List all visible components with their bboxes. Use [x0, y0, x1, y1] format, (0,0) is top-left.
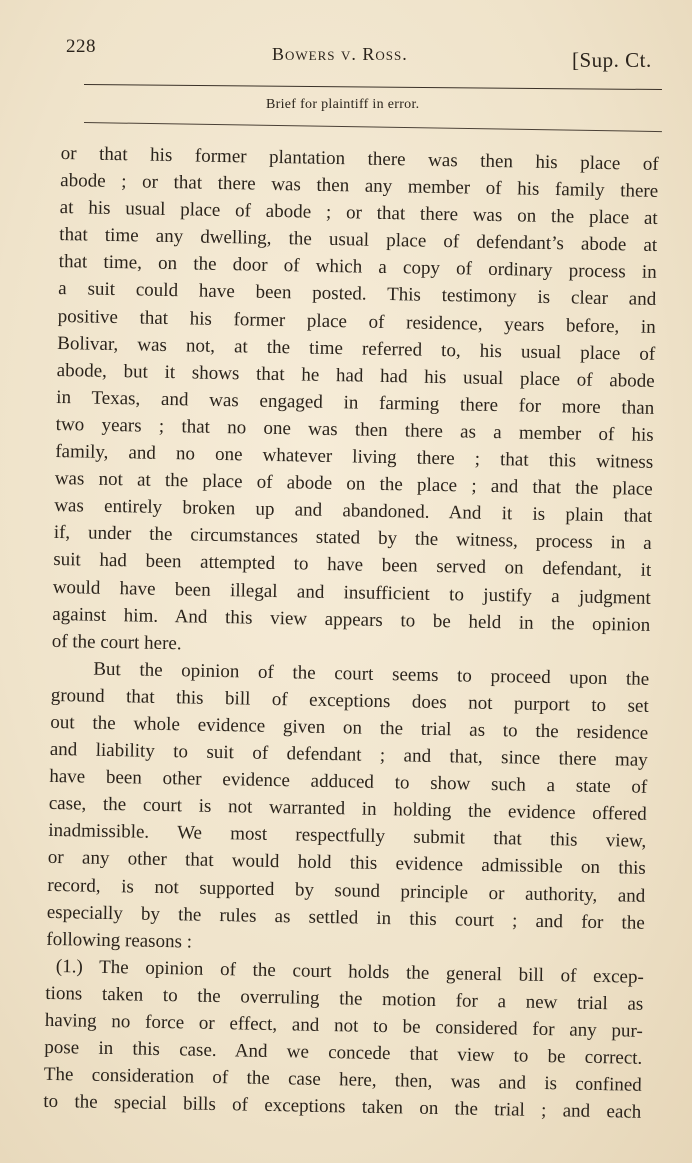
text-line: or that his former plantation there was then his place of — [60, 142, 659, 175]
text-line: or any other that would hold this evidence admissible on this — [47, 847, 646, 880]
text-line: pose in this case. And we concede that view to be correct. — [44, 1036, 643, 1069]
text-line: positive that his former place of residence, years before, in — [57, 305, 656, 338]
text-line: was entirely broken up and abandoned. And it is plain that — [54, 495, 653, 528]
running-header — [64, 34, 664, 74]
text-line: was not at the place of abode on the place ; and that the place — [54, 468, 653, 501]
text-line: inadmissible. We most respectfully submit that this view, — [48, 820, 647, 853]
text-line: suit had been attempted to have been served on defendant, it — [53, 549, 652, 582]
text-line: case, the court is not warranted in holding the evidence offered — [48, 793, 647, 826]
text-line: especially by the rules as settled in this court ; and for the — [46, 901, 645, 934]
text-line: would have been illegal and insufficient to justify a judgment — [52, 576, 651, 609]
text-line: The consideration of the case here, then, was and is confined — [43, 1064, 642, 1096]
brief-subheading: Brief for plaintiff in error. — [266, 97, 420, 112]
text-line: that time any dwelling, the usual place of defendant’s abode at — [59, 224, 658, 257]
text-line: ground that this bill of exceptions does not purport to set — [50, 684, 649, 717]
text-line: have been other evidence adduced to show such a state of — [49, 766, 648, 799]
text-line: and liability to suit of defendant ; and that, since there may — [49, 738, 648, 771]
text-line: having no force or effect, and not to be considered for any pur- — [44, 1009, 643, 1042]
text-line: tions taken to the overruling the motion for a new trial as — [45, 982, 644, 1015]
body-text — [43, 140, 659, 1126]
text-line: at his usual place of abode ; or that there was on the place at — [59, 197, 658, 230]
text-line: against him. And this view appears to be held in the opinion — [52, 603, 651, 636]
text-line: in Texas, and was engaged in farming there for more than — [56, 386, 655, 419]
text-line: out the whole evidence given on the trial as to the residence — [50, 711, 649, 744]
court-tag: [Sup. Ct. — [572, 48, 652, 72]
text-line: that time, on the door of which a copy of ordinary process in — [58, 251, 657, 284]
text-line: to the special bills of exceptions taken on the trial ; and each — [43, 1091, 642, 1124]
text-line: two years ; that no one was then there as a member of his — [55, 413, 654, 446]
text-line: of the court here. — [51, 630, 182, 654]
text-line: family, and no one whatever living there ; that this witness — [55, 440, 654, 473]
text-line: if, under the circumstances stated by the witness, process in a — [53, 522, 652, 555]
text-line: (1.) The opinion of the court holds the general bill of excep- — [55, 955, 644, 988]
text-line: following reasons : — [46, 928, 193, 953]
text-line: abode ; or that there was then any member of his family there — [60, 170, 659, 203]
text-line: abode, but it shows that he had had his usual place of abode — [56, 359, 655, 392]
running-title: Bowers v. Ross. — [272, 44, 408, 64]
text-line: a suit could have been posted. This testimony is clear and — [58, 278, 657, 311]
page-number: 228 — [66, 36, 96, 57]
text-line: record, is not supported by sound principle or authority, and — [47, 874, 646, 907]
text-line: Bolivar, was not, at the time referred to, his usual place of — [57, 332, 656, 365]
subheading-rule — [84, 122, 662, 132]
text-line: But the opinion of the court seems to proceed upon the — [93, 658, 650, 690]
header-rule — [84, 84, 662, 90]
